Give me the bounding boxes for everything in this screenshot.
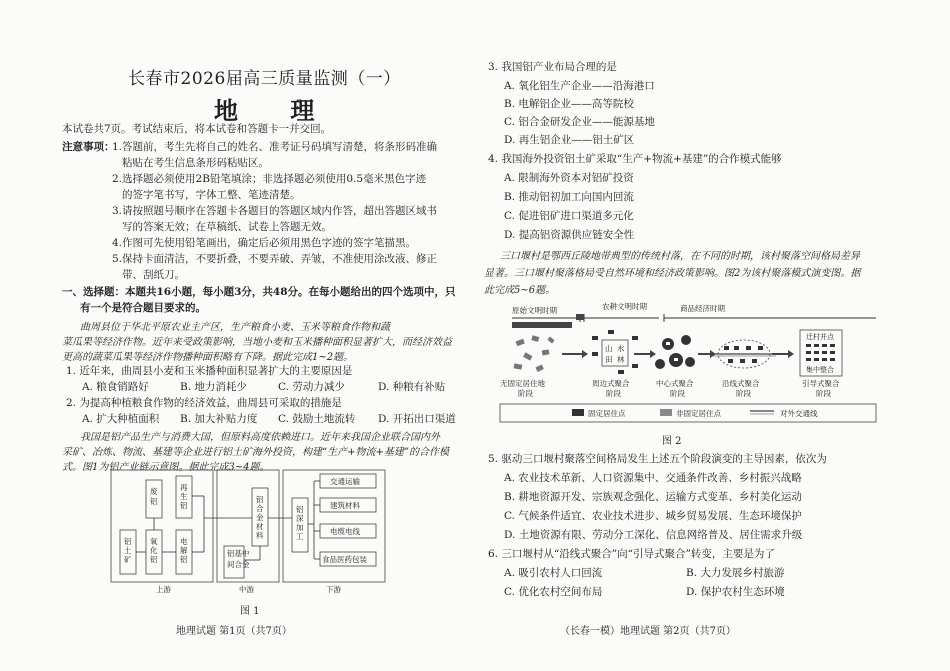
passage-line: 显著。三口堰村聚落格局受自然环境和经济政策影响。图2为该村聚落模式演变图。据 — [484, 268, 861, 279]
notes-label: 注意事项： — [62, 141, 115, 153]
fig2-label-water: 水 — [617, 344, 625, 353]
figure-2-caption: 图 2 — [662, 436, 682, 447]
fig1-node-packaging: 食品医药包装 — [322, 555, 367, 564]
fig1-stage-upstream: 上游 — [156, 585, 171, 594]
figure-1-diagram — [108, 468, 388, 596]
note-line: 带、刮纸刀。 — [122, 269, 185, 281]
fig1-node-deep-processing: 铝深加工 — [296, 505, 304, 541]
passage-line: 更高的蔬菜瓜果等经济作物播种面积略有下降。据此完成1~2题。 — [62, 352, 354, 363]
passage-line: 菜瓜果等经济作物。近年来受政策影响，当地小麦和玉米播种面积显著扩大，而经济效益 — [62, 337, 452, 348]
figure-2-diagram — [484, 300, 880, 428]
note-line: 1.答题前，考生先将自己的姓名、准考证号码填写清楚，将条形码准确 — [112, 141, 438, 153]
q4-option-d[interactable]: D. 提高铝资源供应链安全性 — [504, 229, 635, 241]
section-heading-cont: 有一个是符合题目要求的。 — [80, 302, 206, 314]
q2-option-a[interactable]: A. 扩大种植面积 — [82, 413, 160, 425]
q6-option-a[interactable]: A. 吸引农村人口回流 — [504, 567, 603, 579]
fig2-label-integrate: 集中整合 — [806, 366, 834, 374]
q4-option-b[interactable]: B. 推动铝初加工向国内回流 — [504, 191, 634, 203]
fig2-legend-nonfixed: 非固定居住点 — [676, 409, 721, 418]
note-line: 的签字笔书写，字体工整、笔迹清楚。 — [122, 189, 301, 201]
fig1-stage-downstream: 下游 — [326, 585, 341, 594]
passage-line: 式。图1为铝产业链示意图。据此完成3~4题。 — [62, 462, 270, 473]
fig2-stage-4: 沿线式聚合阶段 — [722, 379, 760, 398]
fig2-stage-2: 周边式聚合阶段 — [592, 379, 630, 398]
fig1-node-electrolytic: 电解铝 — [180, 537, 188, 564]
fig1-node-master-alloy: 铝基中间合金 — [227, 549, 250, 569]
question-4: 4. 我国海外投资铝土矿采取“生产+物流+基建”的合作模式能够 — [488, 153, 782, 165]
passage-line: 曲周县位于华北平原农业主产区，生产粮食小麦、玉米等粮食作物和蔬 — [80, 322, 390, 333]
fig1-node-alloy: 铝合金材料 — [256, 495, 264, 540]
q1-option-b[interactable]: B. 地力消耗少 — [180, 381, 247, 393]
note-line: 3.请按照题号顺序在答题卡各题目的答题区域内作答，超出答题区域书 — [112, 205, 438, 217]
q5-option-a[interactable]: A. 农业技术革新、人口资源集中、交通条件改善、乡村振兴战略 — [504, 472, 802, 484]
q3-option-c[interactable]: C. 铝合金研发企业——能源基地 — [504, 116, 655, 128]
fig2-legend-traffic: 对外交通线 — [780, 409, 818, 418]
q1-option-d[interactable]: D. 种粮有补贴 — [378, 381, 446, 393]
fig2-stage-3: 中心式聚合阶段 — [656, 379, 694, 398]
fig2-period-farming: 农耕文明时期 — [602, 302, 647, 311]
q6-option-c[interactable]: C. 优化农村空间布局 — [504, 586, 603, 598]
fig1-node-transport: 交通运输 — [330, 477, 360, 486]
q2-option-b[interactable]: B. 加大补贴力度 — [180, 413, 258, 425]
fig2-legend-fixed: 固定居住点 — [588, 409, 626, 418]
fig1-node-alumina: 氧化铝 — [150, 537, 158, 564]
q6-option-b[interactable]: B. 大力发展乡村旅游 — [686, 567, 785, 579]
note-line: 2.选择题必须使用2B铅笔填涂；非选择题必须使用0.5毫米黑色字迹 — [112, 173, 427, 185]
question-2: 2. 为提高种植粮食作物的经济效益，曲周县可采取的措施是 — [66, 397, 342, 409]
question-1: 1. 近年来，曲周县小麦和玉米播种面积显著扩大的主要原因是 — [66, 365, 353, 377]
q4-option-a[interactable]: A. 限制海外资本对铝矿投资 — [504, 172, 634, 184]
note-line: 写的答案无效；在草稿纸、试卷上答题无效。 — [122, 221, 332, 233]
page-2-footer: （长春一模）地理试题 第2页（共7页） — [560, 626, 736, 637]
fig1-node-cable: 电缆电线 — [330, 527, 360, 536]
figure-1-caption: 图 1 — [240, 606, 260, 617]
section-heading: 一、选择题：本题共16小题，每小题3分，共48分。在每小题给出的四个选项中，只 — [62, 286, 456, 298]
q3-option-d[interactable]: D. 再生铝企业——铝土矿区 — [504, 134, 635, 146]
subject-title: 地 理 — [214, 96, 337, 125]
q1-option-c[interactable]: C. 劳动力减少 — [278, 381, 345, 393]
question-5: 5. 驱动三口堰村聚落空间格局发生上述五个阶段演变的主导因素，依次为 — [488, 453, 827, 465]
fig1-stage-midstream: 中游 — [239, 585, 254, 594]
question-6: 6. 三口堰村从“沿线式聚合”向“引导式聚合”转变，主要是为了 — [488, 548, 775, 560]
fig1-node-recycled: 再生铝 — [180, 483, 188, 510]
q2-option-d[interactable]: D. 开拓出口渠道 — [378, 413, 456, 425]
fig1-node-building: 建筑材料 — [330, 501, 360, 510]
fig2-stage-5: 引导式聚合阶段 — [802, 379, 840, 398]
exam-title: 长春市2026届高三质量监测（一） — [128, 69, 401, 89]
passage-line: 采矿、冶炼、物流、基建等企业进行铝土矿海外投资，构建“生产+物流+基建”的合作模 — [62, 447, 449, 458]
q5-option-d[interactable]: D. 土地资源有限、劳动分工深化、信息网络普及、居住需求升级 — [504, 529, 803, 541]
q4-option-c[interactable]: C. 促进铝矿进口渠道多元化 — [504, 210, 634, 222]
note-line: 5.保持卡面清洁，不要折叠，不要弄破、弄皱，不准使用涂改液、修正 — [112, 253, 438, 265]
passage-line: 我国是铝产品生产与消费大国，但原料高度依赖进口。近年来我国企业联合国内外 — [80, 432, 440, 443]
q3-option-a[interactable]: A. 氧化铝生产企业——沿海港口 — [504, 80, 655, 92]
fig2-stage-1: 无固定居住地阶段 — [500, 379, 545, 398]
note-line: 粘贴在考生信息条形码粘贴区。 — [122, 157, 269, 169]
q6-option-d[interactable]: D. 保护农村生态环境 — [686, 586, 785, 598]
passage-line: 三口堰村是鄂西丘陵地带典型的传统村落，在不同的时期，该村聚落空间格局差异 — [500, 251, 860, 262]
fig2-label-mountain: 山 — [605, 344, 613, 353]
q3-option-b[interactable]: B. 电解铝企业——高等院校 — [504, 98, 634, 110]
q5-option-b[interactable]: B. 耕地资源开发、宗族观念强化、运输方式变革、乡村美化运动 — [504, 491, 802, 503]
exam-intro: 本试卷共7页。考试结束后，将本试卷和答题卡一并交回。 — [62, 123, 332, 135]
q2-option-c[interactable]: C. 鼓励土地流转 — [278, 413, 356, 425]
fig2-period-primitive: 原始文明时期 — [512, 306, 557, 315]
question-3: 3. 我国铝产业布局合理的是 — [488, 61, 617, 73]
passage-line: 此完成5~6题。 — [484, 285, 556, 296]
fig2-label-relocate: 迁村并点 — [806, 333, 834, 341]
page-1-footer: 地理试题 第1页（共7页） — [176, 626, 292, 637]
fig1-node-bauxite: 铝土矿 — [124, 537, 132, 564]
fig2-label-forest: 林 — [617, 355, 625, 364]
q1-option-a[interactable]: A. 粮食销路好 — [82, 381, 149, 393]
fig2-period-commodity: 商品经济时期 — [680, 304, 725, 313]
fig1-node-scrap: 废铝 — [150, 487, 158, 506]
fig2-label-field: 田 — [605, 355, 613, 364]
note-line: 4.作图可先使用铅笔画出，确定后必须用黑色字迹的签字笔描黑。 — [112, 237, 417, 249]
q5-option-c[interactable]: C. 气候条件适宜、农业技术进步、城乡贸易发展、生态环境保护 — [504, 510, 802, 522]
